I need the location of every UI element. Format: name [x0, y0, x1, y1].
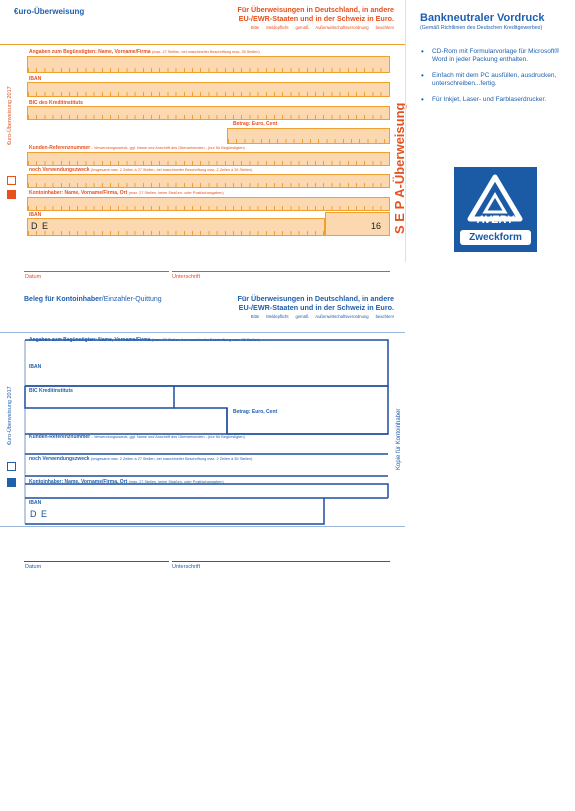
holder-field[interactable]	[27, 197, 390, 211]
beneficiary-label: Angaben zum Begünstigten: Name, Vorname/Firma (max. 27 Stellen, bei maschineller Beschriftung max. 35 Stellen)	[29, 49, 260, 55]
receipt-side-copy: Kopie für Kontoinhaber	[396, 408, 402, 470]
header-line-2: EU-/EWR-Staaten und in der Schweiz in Euro.	[238, 13, 394, 23]
char-ticks	[28, 183, 389, 187]
receipt-reference-field[interactable]	[27, 440, 389, 454]
receipt-date-label: Datum	[25, 564, 42, 570]
sidebar-title: Bankneutraler Vordruck	[420, 12, 545, 24]
bic-label: BIC des Kreditinstituts	[29, 100, 83, 106]
feature-list	[421, 48, 569, 112]
receipt-holder-label: Kontoinhaber: Name, Vorname/Firma, Ort (max. 27 Stellen, keine Straßen- oder Postfachangaben)	[29, 479, 224, 485]
receipt-side-year: €uro-Überweisung 2017	[7, 386, 13, 445]
receipt-bic-field[interactable]	[27, 394, 172, 408]
beneficiary-field[interactable]	[27, 56, 390, 73]
amount-field[interactable]	[227, 128, 390, 144]
receipt-purpose-label: noch Verwendungszweck (insgesamt max. 2 Zeilen à 27 Stellen, bei maschineller Beschriftung max. 2 Zeilen à 35 Stellen)	[29, 456, 253, 462]
receipt-reference-label: Kunden-Referenznummer - Verwendungszweck, ggf. Name und Anschrift des Überweisenden - (nur für Begünstigten)	[29, 434, 245, 440]
receipt-amount-field[interactable]	[228, 415, 389, 433]
receipt-iban-prefix-e: E	[41, 509, 48, 519]
amount-label: Betrag: Euro, Cent	[233, 121, 278, 127]
char-ticks	[28, 231, 324, 235]
receipt-iban-field[interactable]	[27, 370, 389, 386]
zweckform-logo-icon	[7, 176, 16, 185]
iban-prefix-d: D	[31, 221, 38, 231]
feature-item: • Einfach mit dem PC ausfüllen, ausdrucken, unterschreiben...fertig.	[421, 72, 569, 88]
iban-prefix-e: E	[42, 221, 49, 231]
char-ticks	[28, 206, 389, 210]
feature-item: • Für Inkjet, Laser- und Farblaserdrucker.	[421, 96, 569, 104]
avery-logo	[454, 167, 537, 252]
sidebar-divider	[405, 0, 406, 262]
iban-field[interactable]	[27, 82, 390, 97]
receipt-signature-line	[172, 561, 390, 562]
signature-label: Unterschrift	[172, 274, 201, 280]
bic-field[interactable]	[27, 106, 390, 120]
divider	[0, 44, 405, 45]
receipt-holder-field[interactable]	[27, 485, 389, 497]
header-note: Bitte Meldepflicht gemäß Außenwirtschaftsverordnung beachten!	[250, 25, 394, 30]
receipt-amount-label: Betrag: Euro, Cent	[233, 409, 278, 415]
avery-triangle-icon	[454, 167, 537, 237]
reference-field[interactable]	[27, 152, 390, 166]
sidebar-subtitle: (Gemäß Richtlinien des Deutschen Kreditgewerbes)	[420, 25, 543, 31]
receipt-form-frame	[22, 338, 392, 528]
feature-item: • CD-Rom mit Formularvorlage für Microsoft® Word in jeder Packung enthalten.	[421, 48, 569, 64]
receipt-iban-prefix-d: D	[30, 509, 37, 519]
signature-line	[172, 271, 390, 272]
char-ticks	[228, 139, 389, 143]
receipt-zweckform-mark-icon	[7, 478, 16, 487]
receipt-payer-iban-field[interactable]	[27, 506, 323, 524]
payer-iban-field[interactable]	[27, 218, 325, 236]
receipt-bottom-divider	[0, 526, 405, 527]
purpose-label: noch Verwendungszweck (insgesamt max. 2 Zeilen à 27 Stellen, bei maschineller Beschriftung max. 2 Zeilen à 35 Stellen)	[29, 167, 253, 173]
char-ticks	[28, 92, 389, 96]
form-code: 16	[370, 221, 381, 231]
receipt-date-line	[24, 561, 169, 562]
zweckform-badge	[460, 230, 531, 245]
zweckform-mark-icon	[7, 190, 16, 199]
receipt-header	[214, 295, 394, 322]
receipt-iban-label: IBAN	[29, 364, 42, 370]
payer-iban-label: IBAN	[29, 212, 42, 218]
receipt-signature-label: Unterschrift	[172, 564, 201, 570]
char-ticks	[28, 68, 389, 72]
side-year-text: €uro-Überweisung 2017	[7, 86, 13, 145]
receipt-payer-iban-label: IBAN	[29, 500, 42, 506]
form-code-box	[325, 212, 390, 236]
avery-wordmark: AVERY	[477, 214, 514, 226]
receipt-header-line-2: EU-/EWR-Staaten und in der Schweiz in Euro.	[238, 302, 394, 312]
receipt-beneficiary-label: Angaben zum Begünstigten: Name, Vorname/Firma (max. 27 Stellen, bei maschineller Beschriftung max. 35 Stellen)	[29, 337, 260, 343]
zweckform-text: Zweckform	[469, 232, 522, 243]
sepa-side-title: S E P A-Überweisung	[392, 102, 407, 234]
char-ticks	[28, 115, 389, 119]
form-header	[214, 6, 394, 33]
purpose-field[interactable]	[27, 174, 390, 188]
receipt-divider	[0, 332, 405, 333]
receipt-zweckform-logo-icon	[7, 462, 16, 471]
receipt-title: Beleg für Kontoinhaber/Einzahler-Quittung	[24, 296, 162, 303]
holder-label: Kontoinhaber: Name, Vorname/Firma, Ort (max. 27 Stellen, keine Straßen- oder Postfachangaben)	[29, 190, 224, 196]
date-label: Datum	[25, 274, 42, 280]
char-ticks	[28, 161, 389, 165]
receipt-beneficiary-field[interactable]	[27, 344, 389, 360]
date-line	[24, 271, 169, 272]
receipt-bic-label: BIC Kreditinstituts	[29, 388, 73, 394]
iban-label: IBAN	[29, 76, 42, 82]
form-title: €uro-Überweisung	[14, 7, 85, 16]
reference-label: Kunden-Referenznummer - Verwendungszweck, ggf. Name und Anschrift des Überweisenden - (nur für Begünstigten)	[29, 145, 245, 151]
receipt-header-line-1: Für Überweisungen in Deutschland, in andere	[237, 294, 394, 303]
receipt-header-note: Bitte Meldepflicht gemäß Außenwirtschaftsverordnung beachten!	[250, 314, 394, 319]
header-line-1: Für Überweisungen in Deutschland, in andere	[237, 5, 394, 14]
receipt-purpose-field[interactable]	[27, 462, 389, 476]
